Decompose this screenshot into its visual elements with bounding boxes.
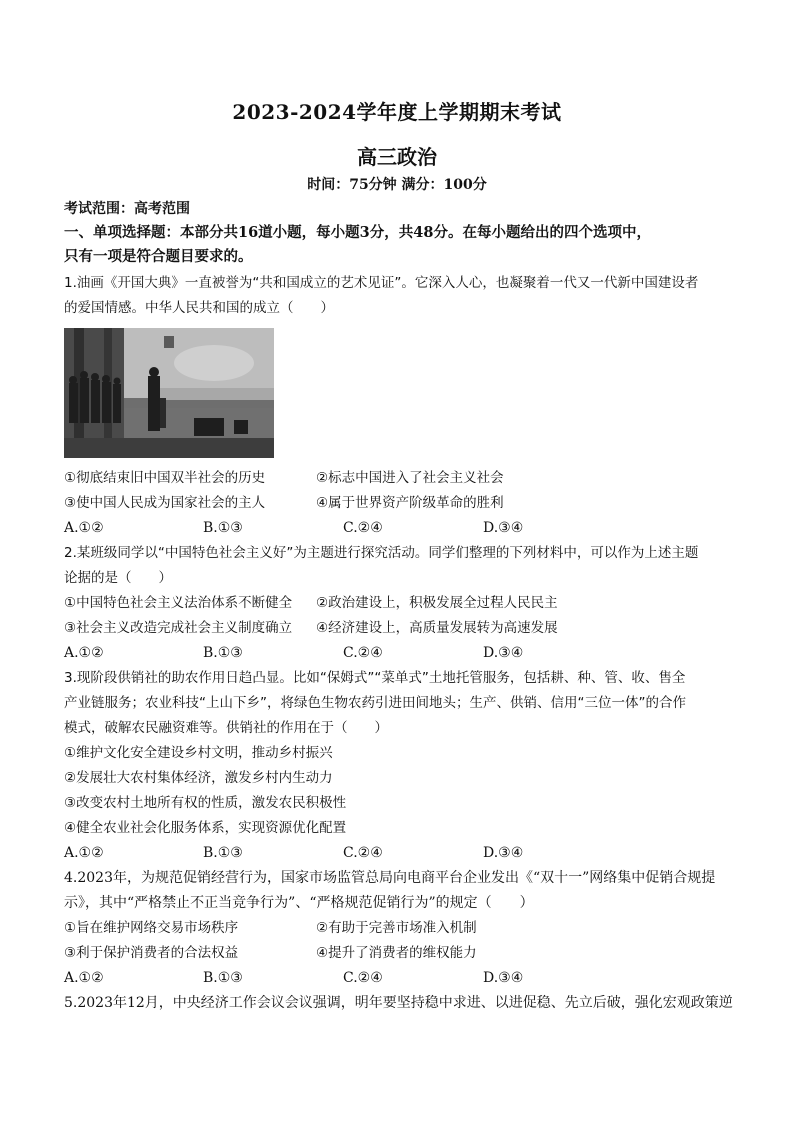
q4-stem-line1: 4.2023年，为规范促销经营行为，国家市场监管总局向电商平台企业发出《“双十一”网络集中促销合规提 [64,870,716,886]
q3-statement-4: ④健全农业社会化服务体系，实现资源优化配置 [64,820,347,836]
q4-statements-row2 [64,944,744,962]
q4-stem-line2: 示》，其中“严格禁止不正当竞争行为”、“严格规范促销行为”的规定（ ） [64,895,534,911]
q1-option-c[interactable]: C.②④ [343,520,383,536]
q4-option-a[interactable]: A.①② [64,970,104,986]
q2-options [64,644,744,662]
q4-statement-2: ②有助于完善市场准入机制 [316,920,477,936]
q3-options [64,844,744,862]
q2-option-d[interactable]: D.③④ [483,645,524,661]
section-heading-line1: 一、单项选择题：本部分共16道小题，每小题3分，共48分。在每小题给出的四个选项中， [64,224,651,241]
q3-option-b[interactable]: B.①③ [203,845,243,861]
q3-statement-2: ②发展壮大农村集体经济，激发乡村内生动力 [64,770,333,786]
q5-stem-line1: 5.2023年12月，中央经济工作会议会议强调，明年要坚持稳中求进、以进促稳、先立后破，强化宏观政策逆 [64,995,733,1011]
q4-option-c[interactable]: C.②④ [343,970,383,986]
q4-option-d[interactable]: D.③④ [483,970,524,986]
q2-stem-line1: 2.某班级同学以“中国特色社会主义好”为主题进行探究活动。同学们整理的下列材料中，可以作为上述主题 [64,545,699,561]
exam-subject: 高三政治 [357,145,437,169]
q4-statement-4: ④提升了消费者的维权能力 [316,945,477,961]
q1-statement-2: ②标志中国进入了社会主义社会 [316,470,504,486]
q2-statement-3: ③社会主义改造完成社会主义制度确立 [64,620,293,636]
q3-option-c[interactable]: C.②④ [343,845,383,861]
q2-option-c[interactable]: C.②④ [343,645,383,661]
q3-option-a[interactable]: A.①② [64,845,104,861]
q3-stem-line2: 产业链服务；农业科技“上山下乡”，将绿色生物农药引进田间地头；生产、供销、信用“三位一体”的合作 [64,695,686,711]
q2-statement-1: ①中国特色社会主义法治体系不断健全 [64,595,293,611]
q1-options [64,519,744,537]
q2-statements-row2 [64,619,744,637]
q3-stem-line3: 模式，破解农民融资难等。供销社的作用在于（ ） [64,720,388,736]
q1-statement-4: ④属于世界资产阶级革命的胜利 [316,495,504,511]
q3-statement-1: ①维护文化安全建设乡村文明，推动乡村振兴 [64,745,333,761]
q4-option-b[interactable]: B.①③ [203,970,243,986]
section-heading-line2: 只有一项是符合题目要求的。 [64,248,253,265]
q1-option-a[interactable]: A.①② [64,520,104,536]
q1-stem-line1: 1.油画《开国大典》一直被誉为“共和国成立的艺术见证”。它深入人心，也凝聚着一代又一代新中国建设者 [64,275,699,291]
exam-title: 2023-2024学年度上学期期末考试 [232,100,562,124]
q1-statement-3: ③使中国人民成为国家社会的主人 [64,495,266,511]
q1-statement-1: ①彻底结束旧中国双半社会的历史 [64,470,266,486]
founding-ceremony-painting [64,328,274,458]
q3-statement-3: ③改变农村土地所有权的性质，激发农民积极性 [64,795,347,811]
q2-stem-line2: 论据的是（ ） [64,570,172,586]
exam-time-score: 时间：75分钟 满分：100分 [307,177,487,193]
q2-statements-row1 [64,594,744,612]
q4-statement-3: ③利于保护消费者的合法权益 [64,945,239,961]
q1-option-b[interactable]: B.①③ [203,520,243,536]
exam-scope: 考试范围：高考范围 [64,201,190,217]
q1-statements-row1 [64,469,744,487]
q4-statement-1: ①旨在维护网络交易市场秩序 [64,920,239,936]
q2-option-b[interactable]: B.①③ [203,645,243,661]
q1-stem-line2: 的爱国情感。中华人民共和国的成立（ ） [64,300,334,316]
q2-statement-2: ②政治建设上，积极发展全过程人民民主 [316,595,558,611]
q2-option-a[interactable]: A.①② [64,645,104,661]
q2-statement-4: ④经济建设上，高质量发展转为高速发展 [316,620,558,636]
q1-option-d[interactable]: D.③④ [483,520,524,536]
q3-option-d[interactable]: D.③④ [483,845,524,861]
q4-statements-row1 [64,919,744,937]
q4-options [64,969,744,987]
q1-statements-row2 [64,494,744,512]
q3-stem-line1: 3.现阶段供销社的助农作用日趋凸显。比如“保姆式”“菜单式”土地托管服务，包括耕、种、管、收、售全 [64,670,686,686]
